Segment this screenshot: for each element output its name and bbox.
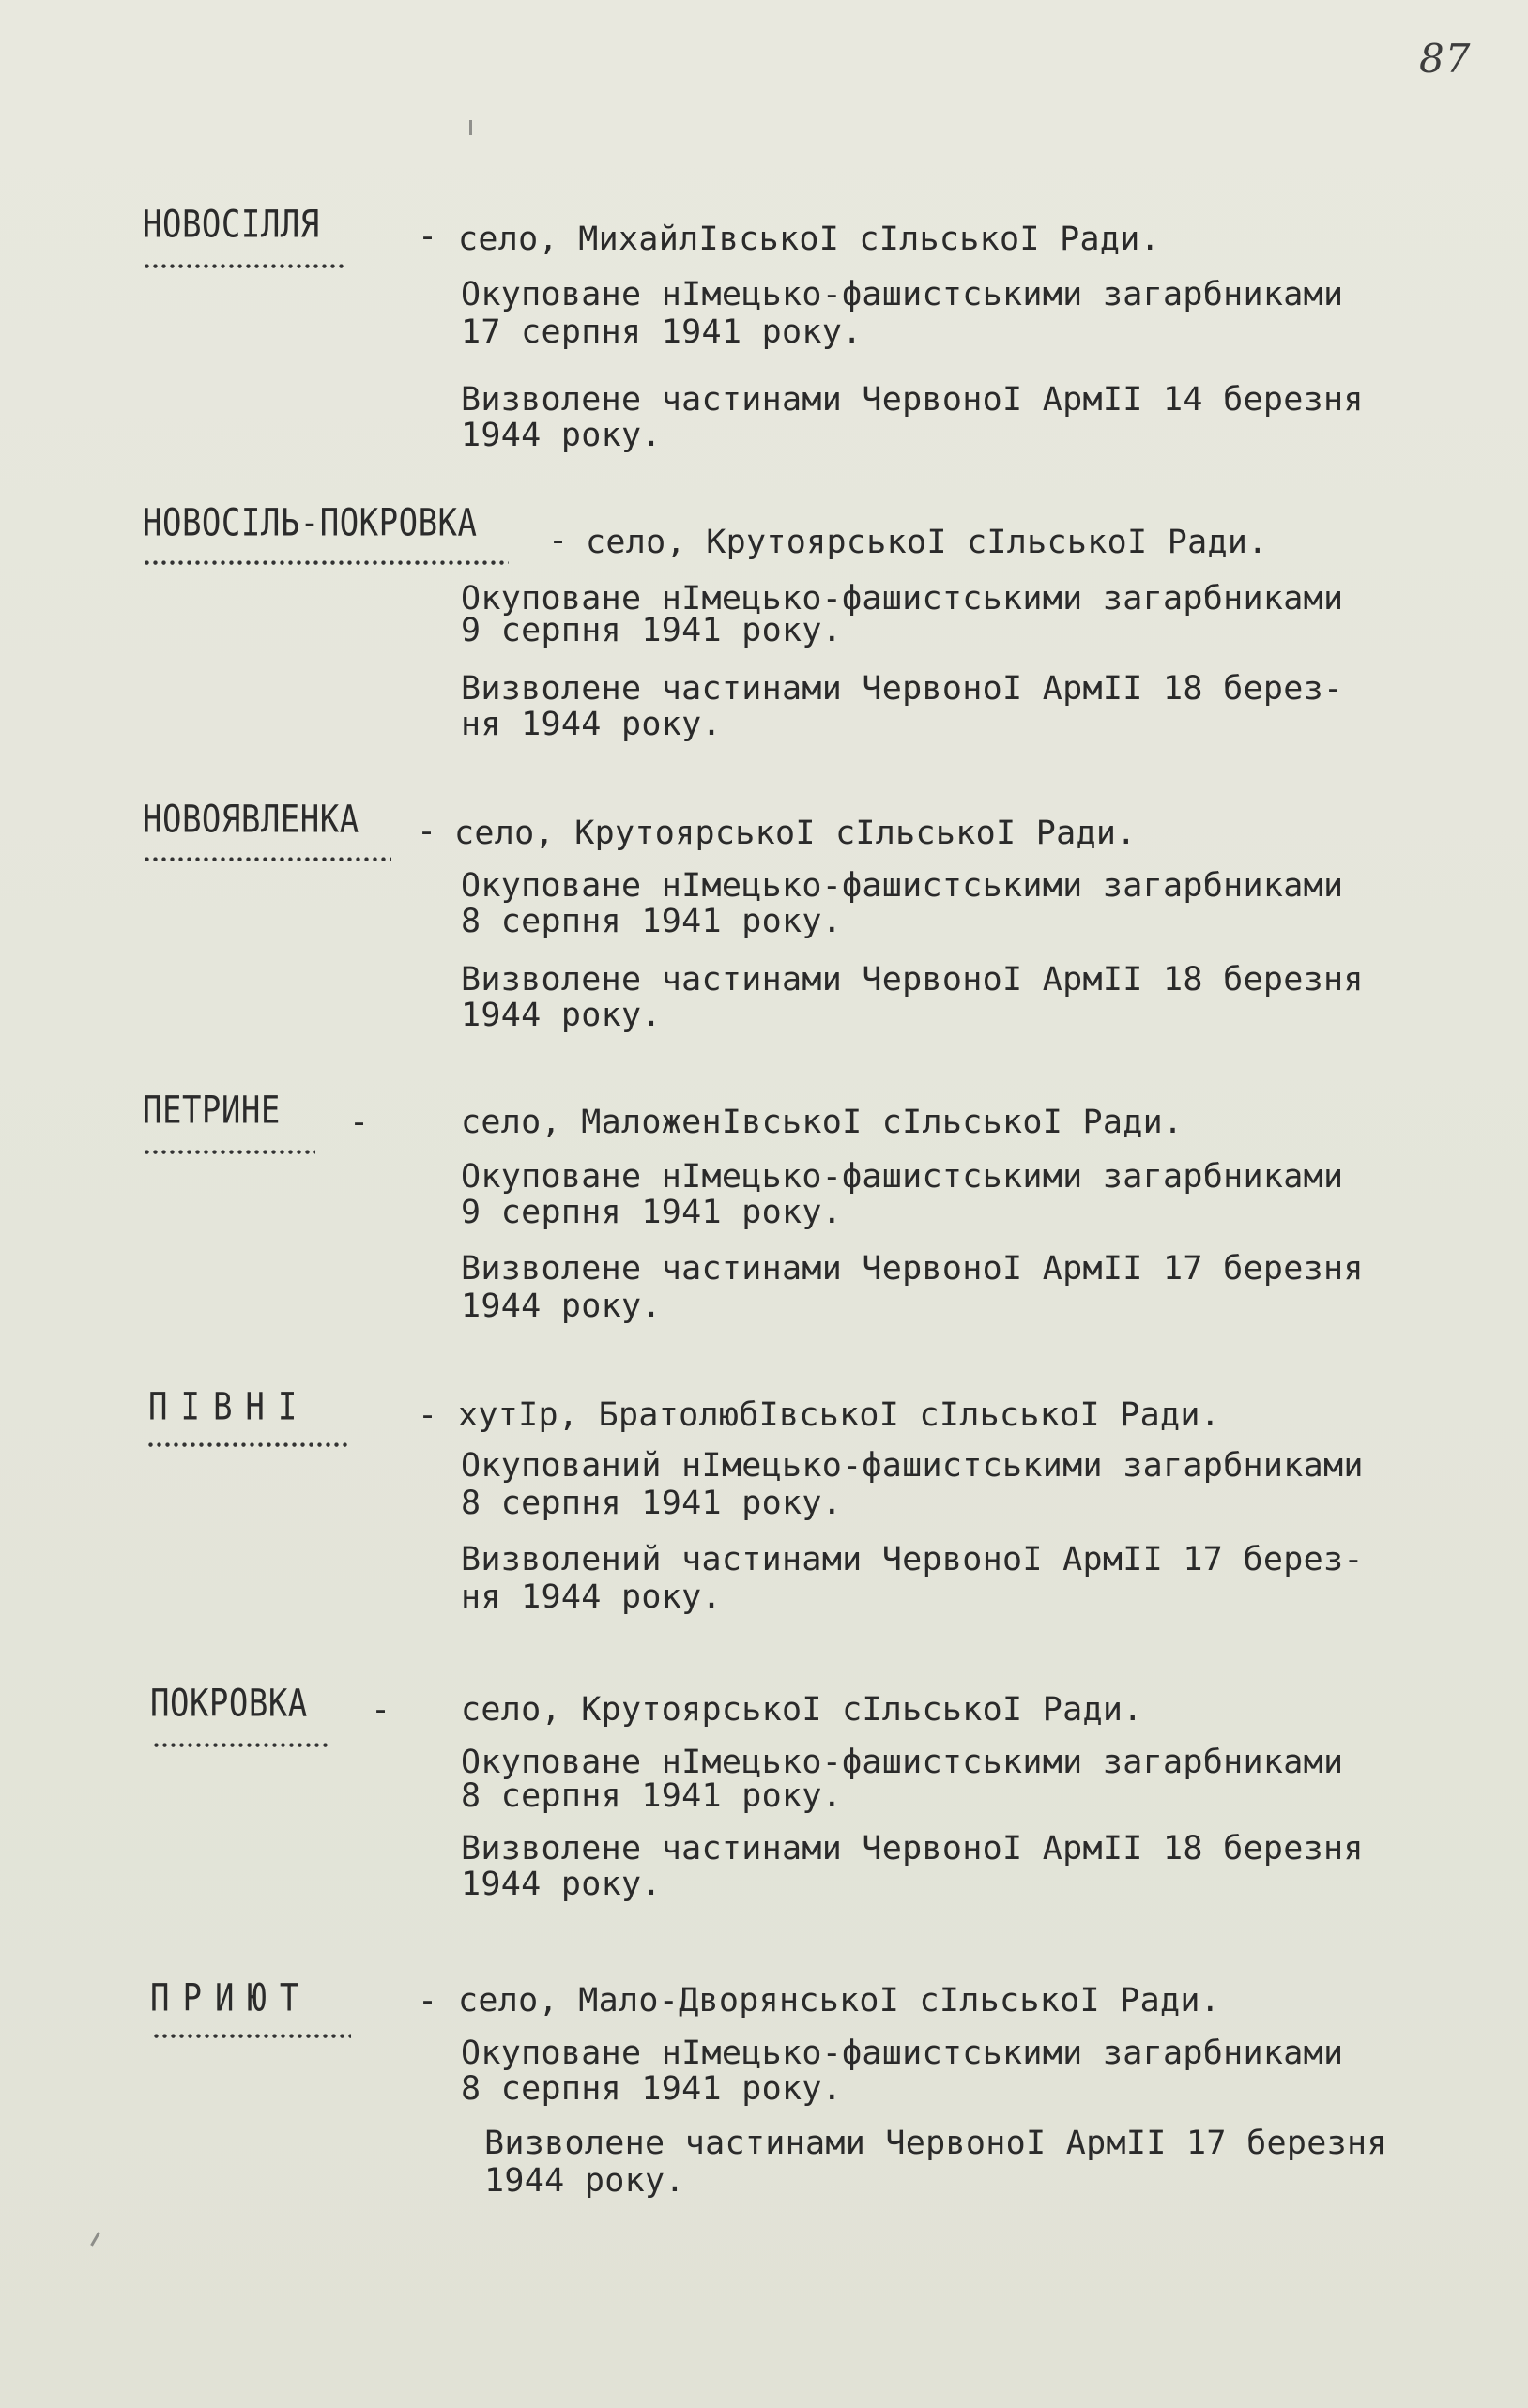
entry-name: ПРИЮТ — [150, 1976, 313, 2021]
entry-liberated-line-2: 1944 року. — [461, 417, 662, 454]
entry-liberated-line-1: Визволене частинами ЧервоноІ АрмІІ 18 березня — [461, 961, 1364, 998]
entry-occupied-line-1: Окуповане нІмецько-фашистськими загарбниками — [461, 2035, 1344, 2072]
name-underline — [152, 1742, 329, 1747]
entry-occupied-line-1: Окуповане нІмецько-фашистськими загарбниками — [461, 1158, 1344, 1196]
entry-liberated-line-2: 1944 року. — [461, 1866, 662, 1903]
name-underline — [152, 2033, 351, 2038]
entry-settlement: село, КрутоярськоІ сІльськоІ Ради. — [586, 524, 1268, 561]
entry-occupied-line-1: Окуповане нІмецько-фашистськими загарбниками — [461, 1744, 1344, 1781]
entry-dash: - — [418, 1982, 438, 2019]
entry-occupied-line-1: Окуповане нІмецько-фашистськими загарбниками — [461, 580, 1344, 617]
entry-settlement: село, Мало-ДворянськоІ сІльськоІ Ради. — [458, 1982, 1221, 2019]
entry-name: НОВОСІЛЛЯ — [143, 203, 320, 248]
name-underline — [143, 1149, 315, 1154]
name-underline — [143, 263, 347, 268]
page-number: 87 — [1419, 36, 1472, 82]
entry-dash: - — [417, 813, 437, 850]
entry-liberated-line-1: Визволене частинами ЧервоноІ АрмІІ 18 березня — [461, 1830, 1364, 1867]
entry-liberated-line-1: Визволене частинами ЧервоноІ АрмІІ 17 березня — [484, 2125, 1387, 2162]
entry-occupied-line-1: Окуповане нІмецько-фашистськими загарбниками — [461, 867, 1344, 905]
entry-name: ПОКРОВКА — [150, 1682, 308, 1727]
entry-occupied-line-2: 17 серпня 1941 року. — [461, 313, 863, 351]
entry-settlement: село, МаложенІвськоІ сІльськоІ Ради. — [461, 1104, 1184, 1141]
entry-occupied-line-1: Окуповане нІмецько-фашистськими загарбниками — [461, 276, 1344, 313]
entry-occupied-line-2: 8 серпня 1941 року. — [461, 903, 843, 940]
entry-liberated-line-2: 1944 року. — [484, 2162, 685, 2200]
entry-settlement: село, КрутоярськоІ сІльськоІ Ради. — [461, 1691, 1143, 1729]
entry-settlement: хутІр, БратолюбІвськоІ сІльськоІ Ради. — [458, 1396, 1221, 1434]
entry-liberated-line-2: ня 1944 року. — [461, 1578, 722, 1616]
paper-speck — [469, 120, 472, 135]
entry-occupied-line-2: 8 серпня 1941 року. — [461, 1485, 843, 1522]
entry-liberated-line-2: 1944 року. — [461, 1288, 662, 1325]
entry-occupied-line-2: 9 серпня 1941 року. — [461, 612, 843, 649]
entry-dash: - — [371, 1691, 391, 1729]
entry-liberated-line-1: Визволене частинами ЧервоноІ АрмІІ 17 березня — [461, 1250, 1364, 1288]
entry-liberated-line-1: Визволене частинами ЧервоноІ АрмІІ 18 берез- — [461, 670, 1344, 708]
entry-liberated-line-1: Визволений частинами ЧервоноІ АрмІІ 17 берез- — [461, 1541, 1364, 1578]
name-underline — [143, 856, 391, 861]
entry-name: НОВОЯВЛЕНКА — [143, 798, 359, 843]
entry-dash: - — [349, 1104, 370, 1141]
entry-settlement: село, МихайлІвськоІ сІльськоІ Ради. — [458, 221, 1161, 258]
name-underline — [143, 559, 509, 565]
entry-liberated-line-1: Визволене частинами ЧервоноІ АрмІІ 14 березня — [461, 381, 1364, 419]
entry-occupied-line-1: Окупований нІмецько-фашистськими загарбниками — [461, 1447, 1364, 1485]
entry-settlement: село, КрутоярськоІ сІльськоІ Ради. — [454, 815, 1137, 852]
entry-liberated-line-2: ня 1944 року. — [461, 706, 722, 743]
entry-dash: - — [418, 218, 438, 255]
entry-name: ПЕТРИНЕ — [143, 1089, 281, 1134]
entry-name: ПІВНІ — [148, 1385, 311, 1430]
entry-dash: - — [548, 522, 569, 559]
entry-name: НОВОСІЛЬ-ПОКРОВКА — [143, 501, 478, 546]
entry-occupied-line-2: 8 серпня 1941 року. — [461, 2070, 843, 2108]
entry-liberated-line-2: 1944 року. — [461, 997, 662, 1034]
entry-occupied-line-2: 8 серпня 1941 року. — [461, 1777, 843, 1815]
entry-dash: - — [418, 1396, 438, 1434]
name-underline — [146, 1441, 347, 1447]
entry-occupied-line-2: 9 серпня 1941 року. — [461, 1194, 843, 1231]
paper-speck — [90, 2232, 100, 2246]
